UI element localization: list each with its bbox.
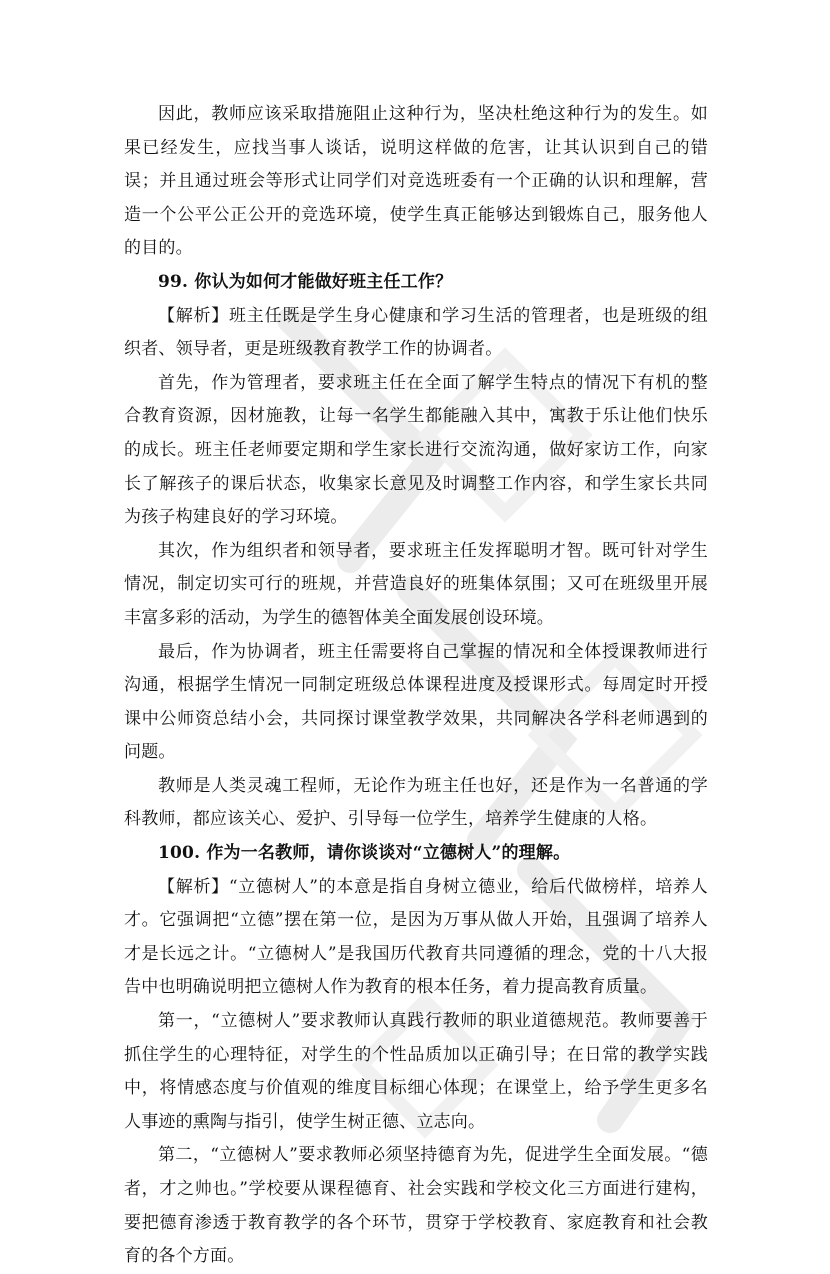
paragraph-summary: 教师是人类灵魂工程师，无论作为班主任也好，还是作为一名普通的学科教师，都应该关心、爱护、引导每一位学生，培养学生健康的人格。 [124, 775, 708, 830]
paragraph-conclusion: 因此，教师应该采取措施阻止这种行为，坚决杜绝这种行为的发生。如果已经发生，应找当事人谈话，说明这样做的危害，让其认识到自己的错误；并且通过班会等形式让同学们对竞选班委有一个正确的认识和理解，营造一个公平公正公开的竞选环境，使学生真正能够达到锻炼自己，服务他人的目的。 [124, 104, 708, 259]
paragraph-point-two: 第二，“立德树人”要求教师必须坚持德育为先，促进学生全面发展。“德者，才之帅也。”学校要从课程德育、社会实践和学校文化三方面进行建构，要把德育渗透于教育教学的各个环节，贯穿于学校教育、家庭教育和社会教育的各个方面。 [124, 1145, 708, 1267]
paragraph-second: 其次，作为组织者和领导者，要求班主任发挥聪明才智。既可针对学生情况，制定切实可行的班规，并营造良好的班集体氛围；又可在班级里开展丰富多彩的活动，为学生的德智体美全面发展创设环境。 [124, 540, 708, 628]
paragraph-last: 最后，作为协调者，班主任需要将自己掌握的情况和全体授课教师进行沟通，根据学生情况一同制定班级总体课程进度及授课形式。每周定时开授课中公师资总结小会，共同探讨课堂教学效果，共同解决各学科老师遇到的问题。 [124, 641, 708, 763]
paragraph-first: 首先，作为管理者，要求班主任在全面了解学生特点的情况下有机的整合教育资源，因材施教，让每一名学生都能融入其中，寓教于乐让他们快乐的成长。班主任老师要定期和学生家长进行交流沟通，做好家访工作，向家长了解孩子的课后状态，收集家长意见及时调整工作内容，和学生家长共同为孩子构建良好的学习环境。 [124, 372, 708, 528]
analysis-tag: 【解析】 [158, 876, 229, 897]
analysis-99 [124, 300, 708, 367]
analysis-text: 班主任既是学生身心健康和学习生活的管理者，也是班级的组织者、领导者，更是班级教育教学工作的协调者。 [124, 305, 708, 360]
analysis-text: “立德树人”的本意是指自身树立德业，给后代做榜样，培养人才。它强调把“立德”摆在第一位，是因为万事从做人开始，且强调了培养人才是长远之计。“立德树人”是我国历代教育共同遵循的理念，党的十八大报告中也明确说明把立德树人作为教育的根本任务，着力提高教育质量。 [124, 876, 708, 998]
analysis-tag: 【解析】 [158, 305, 230, 326]
paragraph-point-one: 第一，“立德树人”要求教师认真践行教师的职业道德规范。教师要善于抓住学生的心理特征，对学生的个性品质加以正确引导；在日常的教学实践中，将情感态度与价值观的维度目标细心体现；在课堂上，给予学生更多名人事迹的熏陶与指引，使学生树正德、立志向。 [124, 1011, 708, 1132]
document-body [124, 98, 708, 1274]
question-100-heading: 100. 作为一名教师，请你谈谈对“立德树人”的理解。 [158, 843, 571, 864]
analysis-100 [124, 871, 708, 1005]
question-99-heading: 99. 你认为如何才能做好班主任工作？ [158, 271, 453, 292]
